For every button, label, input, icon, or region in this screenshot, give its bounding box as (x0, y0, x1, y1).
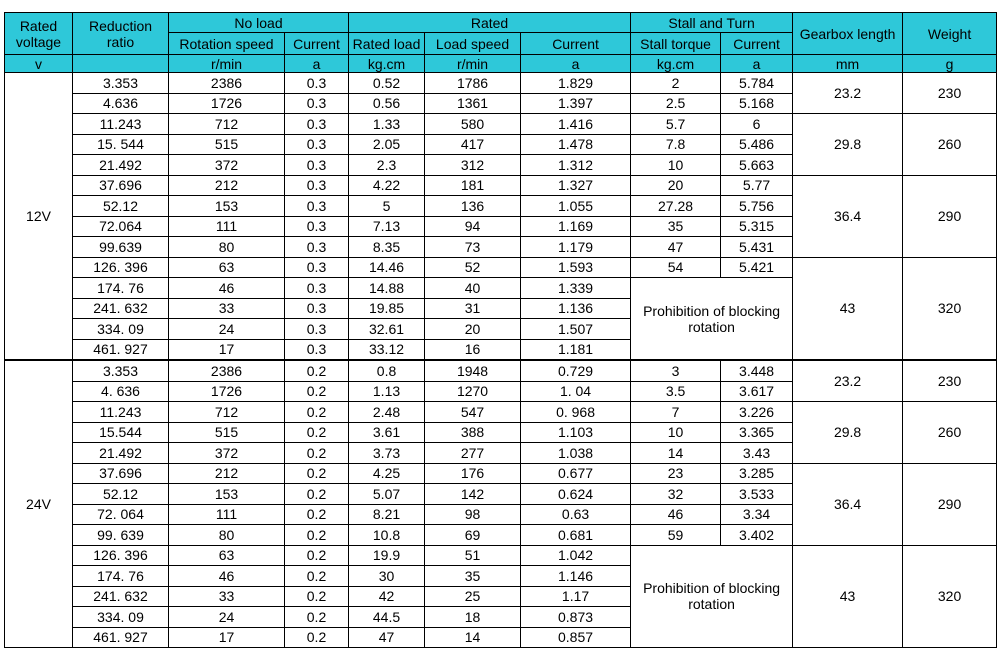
stall-current-cell: 5.784 (721, 73, 793, 94)
weight-cell: 230 (903, 73, 997, 114)
rated-current-cell: 1.038 (521, 443, 631, 464)
table-header (5, 13, 997, 73)
gearbox-length-cell: 43 (793, 257, 903, 360)
rated-current-cell: 0.729 (521, 360, 631, 381)
rated-current-cell: 1.507 (521, 319, 631, 340)
header-rotation-speed: Rotation speed (169, 33, 285, 55)
stall-current-cell: 5.486 (721, 134, 793, 155)
noload-speed-cell: 80 (169, 525, 285, 546)
ratio-cell: 52.12 (73, 484, 169, 505)
header-stall-current: Current (721, 33, 793, 55)
stall-current-cell: 3.402 (721, 525, 793, 546)
load-speed-cell: 417 (425, 134, 521, 155)
rated-load-cell: 14.46 (349, 257, 425, 278)
rated-load-cell: 1.13 (349, 381, 425, 402)
weight-cell: 260 (903, 402, 997, 464)
rated-load-cell: 2.48 (349, 402, 425, 423)
rated-current-cell: 0.677 (521, 463, 631, 484)
weight-cell: 320 (903, 257, 997, 360)
gearbox-length-cell: 36.4 (793, 175, 903, 257)
voltage-cell: 24V (5, 360, 73, 648)
motor-spec-table (4, 12, 997, 648)
rated-current-cell: 1. 04 (521, 381, 631, 402)
noload-current-cell: 0.2 (285, 381, 349, 402)
noload-speed-cell: 111 (169, 504, 285, 525)
noload-speed-cell: 1726 (169, 381, 285, 402)
load-speed-cell: 52 (425, 257, 521, 278)
ratio-cell: 21.492 (73, 443, 169, 464)
rated-load-cell: 4.22 (349, 175, 425, 196)
load-speed-cell: 1948 (425, 360, 521, 381)
noload-current-cell: 0.2 (285, 504, 349, 525)
rated-current-cell: 0.63 (521, 504, 631, 525)
header-noload-current: Current (285, 33, 349, 55)
stall-torque-cell: 59 (631, 525, 721, 546)
noload-speed-cell: 17 (169, 339, 285, 360)
rated-load-cell: 42 (349, 586, 425, 607)
stall-torque-cell: 3.5 (631, 381, 721, 402)
rated-current-cell: 1.593 (521, 257, 631, 278)
noload-speed-cell: 111 (169, 216, 285, 237)
rated-current-cell: 1.042 (521, 545, 631, 566)
noload-speed-cell: 153 (169, 484, 285, 505)
rated-load-cell: 0.52 (349, 73, 425, 94)
weight-cell: 320 (903, 545, 997, 648)
noload-speed-cell: 212 (169, 175, 285, 196)
ratio-cell: 52.12 (73, 196, 169, 217)
header-reduction-ratio: Reduction ratio (73, 13, 169, 55)
stall-current-cell: 5.315 (721, 216, 793, 237)
load-speed-cell: 40 (425, 278, 521, 299)
ratio-cell: 126. 396 (73, 545, 169, 566)
table-row (5, 114, 997, 135)
rated-load-cell: 10.8 (349, 525, 425, 546)
noload-current-cell: 0.3 (285, 155, 349, 176)
unit-rotation-speed: r/min (169, 55, 285, 73)
stall-torque-cell: 3 (631, 360, 721, 381)
rated-load-cell: 19.85 (349, 298, 425, 319)
ratio-cell: 99. 639 (73, 525, 169, 546)
table-row (5, 360, 997, 381)
load-speed-cell: 1361 (425, 93, 521, 114)
stall-current-cell: 3.226 (721, 402, 793, 423)
load-speed-cell: 94 (425, 216, 521, 237)
rated-current-cell: 0.873 (521, 607, 631, 628)
table-row (5, 402, 997, 423)
noload-speed-cell: 515 (169, 422, 285, 443)
noload-speed-cell: 212 (169, 463, 285, 484)
load-speed-cell: 547 (425, 402, 521, 423)
noload-current-cell: 0.3 (285, 278, 349, 299)
header-weight: Weight (903, 13, 997, 55)
rated-current-cell: 1.339 (521, 278, 631, 299)
rated-load-cell: 0.56 (349, 93, 425, 114)
stall-torque-cell: 10 (631, 422, 721, 443)
rated-load-cell: 7.13 (349, 216, 425, 237)
rated-load-cell: 2.3 (349, 155, 425, 176)
rated-current-cell: 1.055 (521, 196, 631, 217)
noload-current-cell: 0.2 (285, 607, 349, 628)
load-speed-cell: 69 (425, 525, 521, 546)
weight-cell: 230 (903, 360, 997, 402)
noload-speed-cell: 2386 (169, 360, 285, 381)
stall-torque-cell: 47 (631, 237, 721, 258)
stall-current-cell: 5.77 (721, 175, 793, 196)
stall-torque-cell: 7 (631, 402, 721, 423)
table-row (5, 73, 997, 94)
unit-noload-current: a (285, 55, 349, 73)
ratio-cell: 4.636 (73, 93, 169, 114)
noload-current-cell: 0.3 (285, 134, 349, 155)
stall-torque-cell: 14 (631, 443, 721, 464)
blocking-note: Prohibition of blocking rotation (631, 545, 793, 648)
ratio-cell: 15.544 (73, 422, 169, 443)
ratio-cell: 174. 76 (73, 566, 169, 587)
noload-current-cell: 0.3 (285, 93, 349, 114)
gearbox-length-cell: 43 (793, 545, 903, 648)
gearbox-length-cell: 23.2 (793, 73, 903, 114)
unit-voltage: v (5, 55, 73, 73)
load-speed-cell: 312 (425, 155, 521, 176)
ratio-cell: 99.639 (73, 237, 169, 258)
stall-torque-cell: 5.7 (631, 114, 721, 135)
rated-load-cell: 2.05 (349, 134, 425, 155)
noload-current-cell: 0.2 (285, 484, 349, 505)
noload-speed-cell: 1726 (169, 93, 285, 114)
rated-current-cell: 1.103 (521, 422, 631, 443)
rated-current-cell: 1.136 (521, 298, 631, 319)
noload-current-cell: 0.2 (285, 545, 349, 566)
unit-weight: g (903, 55, 997, 73)
unit-rated-current: a (521, 55, 631, 73)
ratio-cell: 3.353 (73, 360, 169, 381)
noload-speed-cell: 153 (169, 196, 285, 217)
ratio-cell: 37.696 (73, 463, 169, 484)
ratio-cell: 174. 76 (73, 278, 169, 299)
stall-torque-cell: 7.8 (631, 134, 721, 155)
rated-current-cell: 1.17 (521, 586, 631, 607)
rated-load-cell: 1.33 (349, 114, 425, 135)
rated-load-cell: 5 (349, 196, 425, 217)
noload-current-cell: 0.2 (285, 566, 349, 587)
header-load-speed: Load speed (425, 33, 521, 55)
rated-load-cell: 8.35 (349, 237, 425, 258)
noload-speed-cell: 17 (169, 627, 285, 648)
noload-speed-cell: 24 (169, 319, 285, 340)
rated-load-cell: 8.21 (349, 504, 425, 525)
stall-current-cell: 5.756 (721, 196, 793, 217)
table-body (5, 73, 997, 648)
noload-speed-cell: 24 (169, 607, 285, 628)
stall-torque-cell: 54 (631, 257, 721, 278)
noload-speed-cell: 712 (169, 402, 285, 423)
stall-torque-cell: 23 (631, 463, 721, 484)
stall-current-cell: 5.168 (721, 93, 793, 114)
stall-current-cell: 5.663 (721, 155, 793, 176)
gearbox-length-cell: 29.8 (793, 114, 903, 176)
gearbox-length-cell: 36.4 (793, 463, 903, 545)
rated-load-cell: 4.25 (349, 463, 425, 484)
load-speed-cell: 176 (425, 463, 521, 484)
noload-speed-cell: 63 (169, 545, 285, 566)
ratio-cell: 334. 09 (73, 319, 169, 340)
table-row (5, 545, 997, 566)
noload-current-cell: 0.3 (285, 257, 349, 278)
load-speed-cell: 1786 (425, 73, 521, 94)
unit-stall-torque: kg.cm (631, 55, 721, 73)
noload-speed-cell: 372 (169, 155, 285, 176)
noload-speed-cell: 712 (169, 114, 285, 135)
stall-torque-cell: 35 (631, 216, 721, 237)
ratio-cell: 461. 927 (73, 627, 169, 648)
rated-current-cell: 1.327 (521, 175, 631, 196)
stall-current-cell: 3.448 (721, 360, 793, 381)
unit-gearbox-length: mm (793, 55, 903, 73)
noload-current-cell: 0.3 (285, 196, 349, 217)
unit-stall-current: a (721, 55, 793, 73)
rated-current-cell: 1.181 (521, 339, 631, 360)
noload-current-cell: 0.3 (285, 175, 349, 196)
ratio-cell: 11.243 (73, 114, 169, 135)
noload-current-cell: 0.2 (285, 525, 349, 546)
noload-speed-cell: 2386 (169, 73, 285, 94)
header-rated-voltage: Rated voltage (5, 13, 73, 55)
blocking-note: Prohibition of blocking rotation (631, 278, 793, 361)
load-speed-cell: 25 (425, 586, 521, 607)
load-speed-cell: 142 (425, 484, 521, 505)
stall-current-cell: 3.617 (721, 381, 793, 402)
rated-load-cell: 14.88 (349, 278, 425, 299)
ratio-cell: 126. 396 (73, 257, 169, 278)
load-speed-cell: 1270 (425, 381, 521, 402)
rated-load-cell: 30 (349, 566, 425, 587)
header-stall-torque: Stall torque (631, 33, 721, 55)
ratio-cell: 334. 09 (73, 607, 169, 628)
load-speed-cell: 181 (425, 175, 521, 196)
ratio-cell: 461. 927 (73, 339, 169, 360)
stall-current-cell: 3.285 (721, 463, 793, 484)
noload-speed-cell: 372 (169, 443, 285, 464)
rated-current-cell: 1.397 (521, 93, 631, 114)
noload-speed-cell: 46 (169, 566, 285, 587)
stall-torque-cell: 10 (631, 155, 721, 176)
stall-torque-cell: 2 (631, 73, 721, 94)
header-rated-load: Rated load (349, 33, 425, 55)
rated-current-cell: 0.681 (521, 525, 631, 546)
load-speed-cell: 16 (425, 339, 521, 360)
unit-rated-load: kg.cm (349, 55, 425, 73)
rated-current-cell: 1.146 (521, 566, 631, 587)
noload-current-cell: 0.2 (285, 627, 349, 648)
rated-load-cell: 47 (349, 627, 425, 648)
ratio-cell: 72.064 (73, 216, 169, 237)
stall-current-cell: 3.43 (721, 443, 793, 464)
rated-current-cell: 1.179 (521, 237, 631, 258)
stall-current-cell: 6 (721, 114, 793, 135)
stall-current-cell: 3.533 (721, 484, 793, 505)
noload-current-cell: 0.3 (285, 339, 349, 360)
voltage-cell: 12V (5, 73, 73, 361)
gearbox-length-cell: 29.8 (793, 402, 903, 464)
rated-current-cell: 0.624 (521, 484, 631, 505)
unit-load-speed: r/min (425, 55, 521, 73)
stall-torque-cell: 2.5 (631, 93, 721, 114)
load-speed-cell: 580 (425, 114, 521, 135)
noload-current-cell: 0.3 (285, 73, 349, 94)
ratio-cell: 241. 632 (73, 586, 169, 607)
ratio-cell: 11.243 (73, 402, 169, 423)
ratio-cell: 4. 636 (73, 381, 169, 402)
rated-current-cell: 1.829 (521, 73, 631, 94)
load-speed-cell: 35 (425, 566, 521, 587)
load-speed-cell: 73 (425, 237, 521, 258)
header-stall-and-turn: Stall and Turn (631, 13, 793, 33)
stall-current-cell: 5.431 (721, 237, 793, 258)
rated-current-cell: 1.478 (521, 134, 631, 155)
ratio-cell: 241. 632 (73, 298, 169, 319)
stall-torque-cell: 20 (631, 175, 721, 196)
noload-current-cell: 0.3 (285, 319, 349, 340)
stall-torque-cell: 32 (631, 484, 721, 505)
rated-current-cell: 0. 968 (521, 402, 631, 423)
ratio-cell: 15. 544 (73, 134, 169, 155)
rated-load-cell: 5.07 (349, 484, 425, 505)
rated-load-cell: 0.8 (349, 360, 425, 381)
load-speed-cell: 20 (425, 319, 521, 340)
load-speed-cell: 136 (425, 196, 521, 217)
noload-current-cell: 0.3 (285, 114, 349, 135)
header-rated: Rated (349, 13, 631, 33)
noload-speed-cell: 80 (169, 237, 285, 258)
ratio-cell: 3.353 (73, 73, 169, 94)
rated-current-cell: 1.169 (521, 216, 631, 237)
noload-current-cell: 0.2 (285, 443, 349, 464)
rated-load-cell: 3.73 (349, 443, 425, 464)
gearbox-length-cell: 23.2 (793, 360, 903, 402)
stall-torque-cell: 46 (631, 504, 721, 525)
noload-speed-cell: 515 (169, 134, 285, 155)
stall-torque-cell: 27.28 (631, 196, 721, 217)
weight-cell: 290 (903, 463, 997, 545)
weight-cell: 260 (903, 114, 997, 176)
noload-speed-cell: 33 (169, 586, 285, 607)
noload-current-cell: 0.2 (285, 463, 349, 484)
header-no-load: No load (169, 13, 349, 33)
noload-current-cell: 0.2 (285, 422, 349, 443)
noload-current-cell: 0.2 (285, 360, 349, 381)
noload-speed-cell: 46 (169, 278, 285, 299)
table-row (5, 257, 997, 278)
load-speed-cell: 31 (425, 298, 521, 319)
rated-current-cell: 0.857 (521, 627, 631, 648)
rated-load-cell: 19.9 (349, 545, 425, 566)
stall-current-cell: 3.34 (721, 504, 793, 525)
load-speed-cell: 18 (425, 607, 521, 628)
ratio-cell: 72. 064 (73, 504, 169, 525)
table-row (5, 175, 997, 196)
rated-load-cell: 3.61 (349, 422, 425, 443)
stall-current-cell: 3.365 (721, 422, 793, 443)
rated-load-cell: 33.12 (349, 339, 425, 360)
rated-load-cell: 32.61 (349, 319, 425, 340)
noload-current-cell: 0.3 (285, 216, 349, 237)
load-speed-cell: 388 (425, 422, 521, 443)
noload-current-cell: 0.2 (285, 586, 349, 607)
ratio-cell: 37.696 (73, 175, 169, 196)
rated-current-cell: 1.312 (521, 155, 631, 176)
noload-current-cell: 0.3 (285, 237, 349, 258)
load-speed-cell: 98 (425, 504, 521, 525)
unit-ratio (73, 55, 169, 73)
noload-current-cell: 0.2 (285, 402, 349, 423)
load-speed-cell: 277 (425, 443, 521, 464)
table-row (5, 463, 997, 484)
load-speed-cell: 14 (425, 627, 521, 648)
load-speed-cell: 51 (425, 545, 521, 566)
header-gearbox-length: Gearbox length (793, 13, 903, 55)
noload-speed-cell: 63 (169, 257, 285, 278)
ratio-cell: 21.492 (73, 155, 169, 176)
rated-current-cell: 1.416 (521, 114, 631, 135)
weight-cell: 290 (903, 175, 997, 257)
header-rated-current: Current (521, 33, 631, 55)
noload-speed-cell: 33 (169, 298, 285, 319)
noload-current-cell: 0.3 (285, 298, 349, 319)
rated-load-cell: 44.5 (349, 607, 425, 628)
stall-current-cell: 5.421 (721, 257, 793, 278)
